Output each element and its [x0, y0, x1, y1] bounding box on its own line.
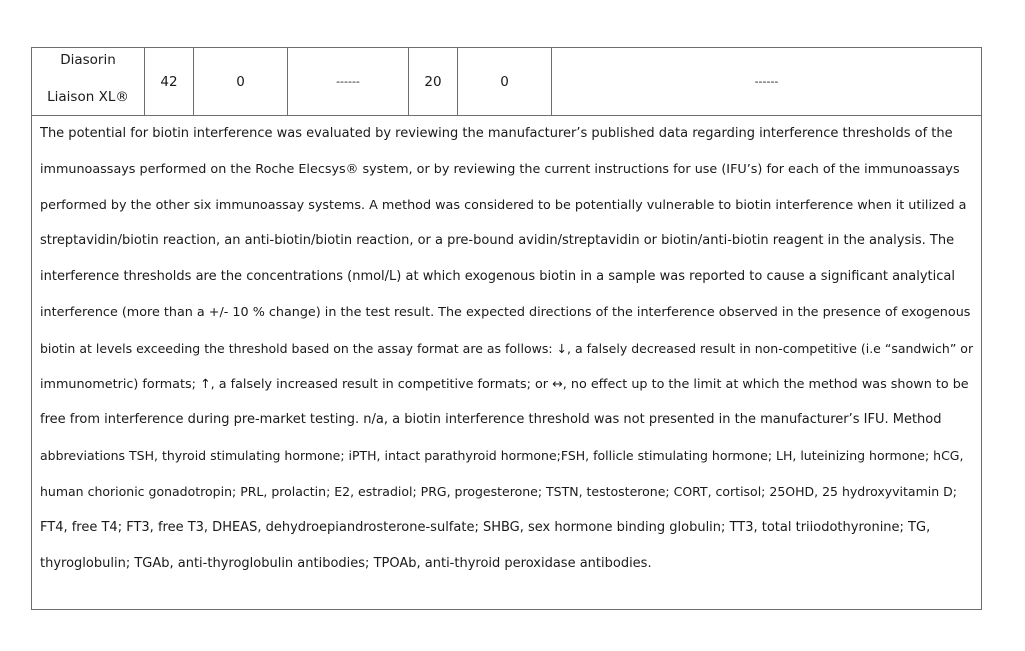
footnote-line: streptavidin/biotin reaction, an anti-biotin/biotin reaction, or a pre-bound avidin/streptavidin or biotin/anti-biotin reagent in the analysis. The: [40, 233, 955, 249]
method-name-line1: Diasorin: [60, 52, 116, 68]
method-cell: [32, 48, 145, 115]
footnote-line: free from interference during pre-market testing. n/a, a biotin interference threshold was not presented in the manufacturer’s IFU. Method: [40, 412, 942, 428]
footnote-line: The potential for biotin interference was evaluated by reviewing the manufacturer’s published data regarding interference thresholds of the: [40, 126, 953, 141]
table-cell: 0: [194, 48, 288, 115]
table-cell: 0: [458, 48, 552, 115]
footnote-line: immunometric) formats; ↑, a falsely increased result in competitive formats; or ↔, no effect up to the limit at which the method was shown to be: [40, 376, 969, 392]
footnote-line: abbreviations TSH, thyroid stimulating hormone; iPTH, intact parathyroid hormone;FSH, follicle stimulating hormone; LH, luteinizing hormone; hCG,: [40, 448, 964, 464]
footnote-line: interference thresholds are the concentrations (nmol/L) at which exogenous biotin in a sample was reported to cause a significant analytical: [40, 269, 955, 285]
table-cell: ------: [754, 75, 779, 88]
footnote-line: human chorionic gonadotropin; PRL, prolactin; E2, estradiol; PRG, progesterone; TSTN, testosterone; CORT, cortisol; 25OHD, 25 hydroxyvitamin D;: [40, 483, 957, 499]
footnote-line: interference (more than a +/- 10 % change) in the test result. The expected directions of the interference observed in the presence of exogenous: [40, 304, 971, 320]
footnote-line: biotin at levels exceeding the threshold based on the assay format are as follows: ↓, a falsely decreased result in non-competitive (i.e “sandwich” or: [40, 340, 974, 356]
footnote-line: thyroglobulin; TGAb, anti-thyroglobulin antibodies; TPOAb, anti-thyroid peroxidase antibodies.: [40, 555, 652, 571]
table-footnote: [32, 116, 981, 609]
footnote-line: FT4, free T4; FT3, free T3, DHEAS, dehydroepiandrosterone-sulfate; SHBG, sex hormone binding globulin; TT3, total triiodothyronine; TG,: [40, 519, 931, 535]
footnote-line: immunoassays performed on the Roche Elecsys® system, or by reviewing the current instructions for use (IFU’s) for each of the immunoassays: [40, 161, 960, 177]
table-cell: ------: [288, 48, 409, 115]
table-cell: 20: [409, 48, 458, 115]
footnote-line: performed by the other six immunoassay systems. A method was considered to be potentially vulnerable to biotin interference when it utilized a: [40, 197, 967, 213]
table-row: [32, 48, 981, 116]
method-name-line2: Liaison XL®: [47, 89, 129, 105]
results-table: [31, 47, 982, 610]
table-cell: 42: [145, 48, 194, 115]
